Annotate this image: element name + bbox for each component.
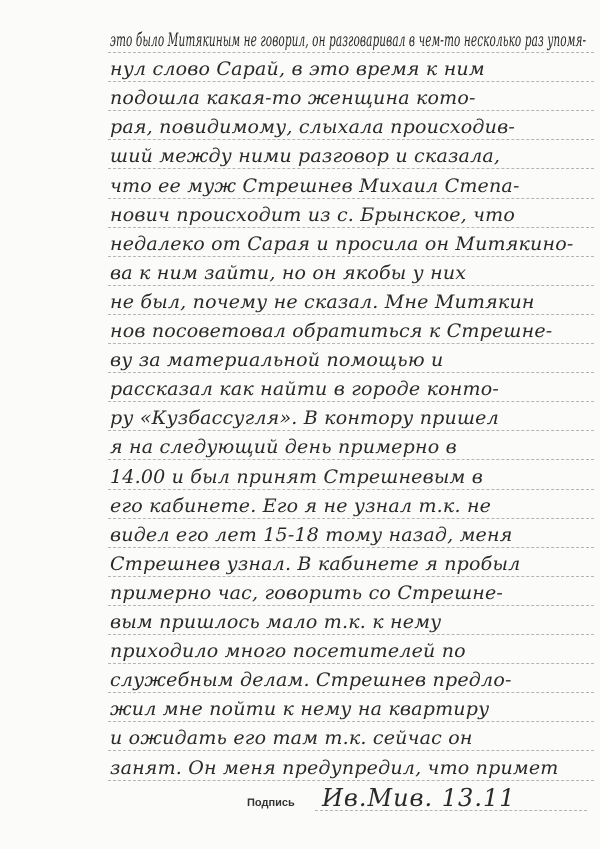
handwritten-line: и ожидать его там т.к. сейчас он [110,727,473,750]
handwritten-line: это было Митякиным не говорил, он разговаривал в чем-то несколько раз упомя- [110,29,587,51]
handwritten-line: нович происходит из с. Брынское, что [110,203,516,226]
ruled-line [108,314,594,316]
ruled-line [108,518,594,520]
ruled-line [108,459,594,461]
ruled-line [108,430,594,432]
handwritten-line: служебным делам. Стрешнев предло- [110,669,512,692]
ruled-line [108,780,594,782]
ruled-line [108,256,594,258]
handwritten-line: я на следующий день примерно в [110,436,457,459]
ruled-line [108,110,594,112]
handwritten-line: ру «Кузбассугля». В контору пришел [110,407,499,430]
ruled-line [108,605,594,607]
handwritten-line: нов посоветовал обратиться к Стрешне- [110,320,553,342]
handwritten-line: жил мне пойти к нему на квартиру [110,698,490,721]
ruled-line [108,721,594,723]
ruled-line [108,139,594,141]
ruled-line [108,81,594,83]
handwritten-line: примерно час, говорить со Стрешне- [110,581,504,604]
signature-label: Подпись [247,797,295,809]
handwritten-line: видел его лет 15-18 тому назад, меня [110,523,513,546]
ruled-line [108,634,594,636]
handwritten-line: Стрешнев узнал. В кабинете я пробыл [110,552,521,575]
handwritten-line: вым пришлось мало т.к. к нему [110,611,442,633]
ruled-line [108,401,594,403]
ruled-line [108,692,594,694]
handwritten-line: ву за материальной помощью и [110,349,444,372]
ruled-line [108,750,594,752]
handwritten-line: нул слово Сарай, в это время к ним [110,58,485,81]
ruled-line [108,343,594,345]
ruled-line [108,547,594,549]
handwritten-line: 14.00 и был принят Стрешневым в [110,465,484,488]
handwritten-line: его кабинете. Его я не узнал т.к. не [110,494,492,517]
handwritten-line: рая, повидимому, слыхала происходив- [110,116,515,139]
ruled-line [108,198,594,200]
ruled-line [108,168,594,170]
signature-value: Ив.Мив. 13.11 [322,784,516,812]
ruled-line [108,663,594,665]
ruled-line [108,372,594,374]
handwritten-line: рассказал как найти в городе конто- [110,378,499,401]
ruled-line [108,285,594,287]
handwritten-line: ва к ним зайти, но он якобы у них [110,261,467,284]
signature-underline [315,810,587,812]
handwritten-line: не был, почему не сказал. Мне Митякин [110,290,535,313]
ruled-line [108,489,594,491]
ruled-line [108,576,594,578]
handwritten-line: подошла какая-то женщина кото- [110,87,476,110]
handwritten-line: недалеко от Сарая и просила он Митякино- [110,232,574,255]
handwritten-line: что ее муж Стрешнев Михаил Степа- [110,174,520,197]
ruled-line [108,52,594,54]
handwritten-line: ший между ними разговор и сказала, [110,145,501,168]
handwritten-line: приходило много посетителей по [110,640,466,663]
handwritten-line: занят. Он меня предупредил, что примет [110,756,559,779]
ruled-line [108,227,594,229]
